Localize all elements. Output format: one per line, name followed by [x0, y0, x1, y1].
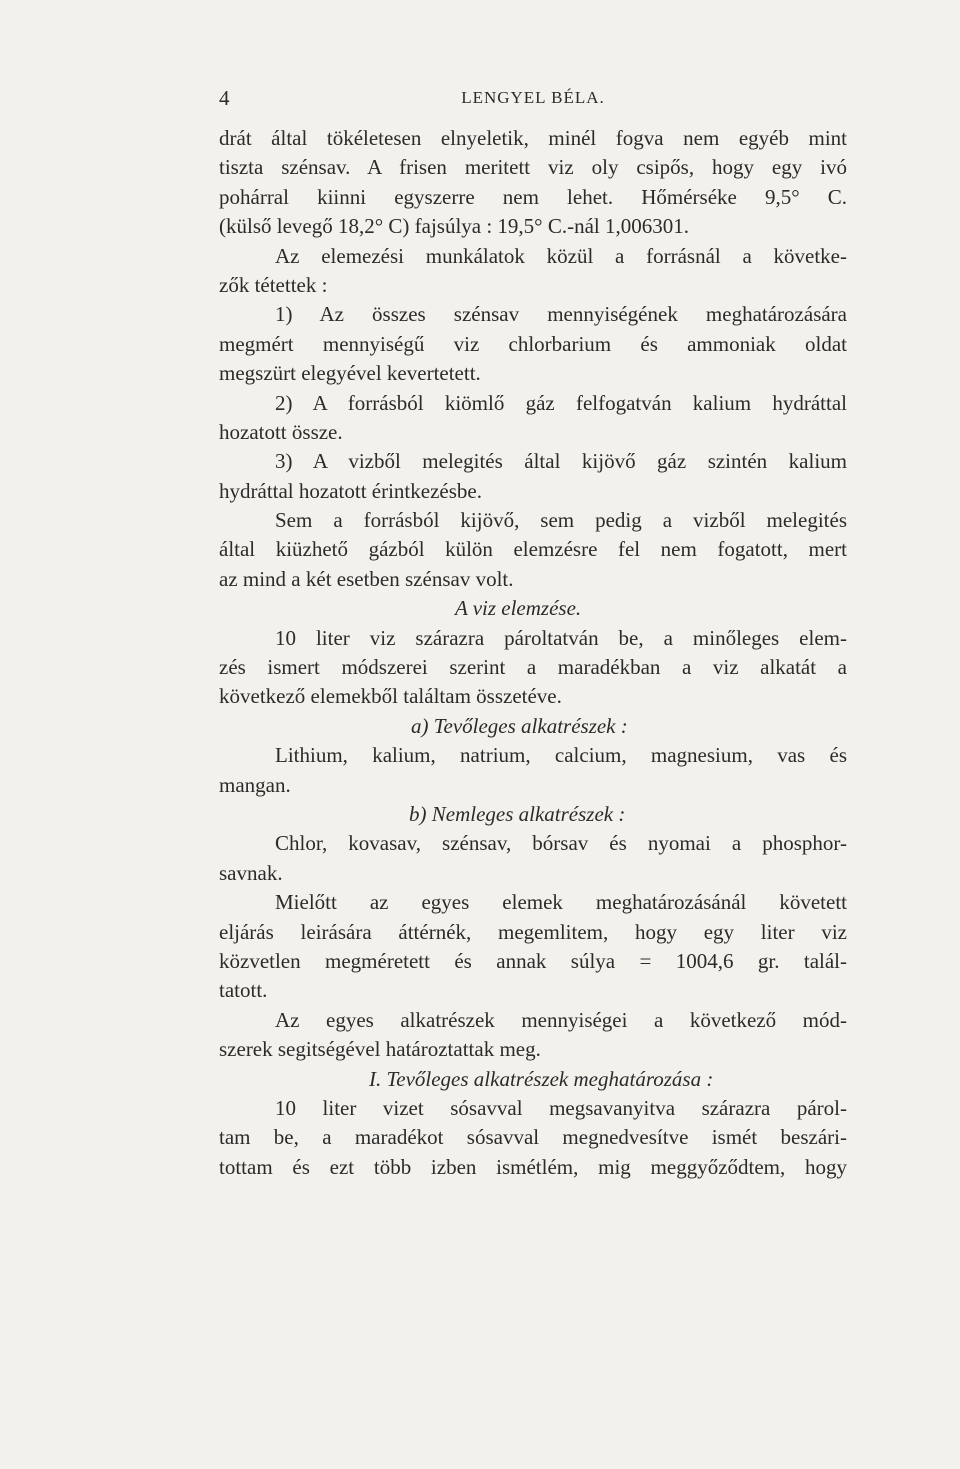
text-line: savnak. [219, 860, 283, 885]
text-line: Chlor, kovasav, szénsav, bórsav és nyomai a phosphor- [275, 831, 847, 856]
page-header [219, 86, 847, 116]
text-line: tam be, a maradékot sósavval megnedvesítve ismét beszári- [219, 1125, 847, 1150]
text-line: az mind a két esetben szénsav volt. [219, 566, 514, 591]
text-line: 10 liter viz szárazra pároltatván be, a minőleges elem- [275, 625, 847, 650]
body-text [219, 124, 847, 1182]
text-line: 2) A forrásból kiömlő gáz felfogatván kalium hydráttal [275, 390, 847, 415]
text-line: drát által tökéletesen elnyeletik, minél fogva nem egyéb mint [219, 126, 847, 150]
subheading-a: a) Tevőleges alkatrészek : [411, 713, 628, 738]
text-line: tatott. [219, 978, 268, 1003]
subheading-b: b) Nemleges alkatrészek : [409, 801, 626, 826]
text-line: 10 liter vizet sósavval megsavanyitva szárazra párol- [275, 1095, 847, 1120]
running-head: LENGYEL BÉLA. [461, 88, 605, 107]
section-heading: A viz elemzése. [455, 596, 582, 621]
text-line: Lithium, kalium, natrium, calcium, magnesium, vas és [275, 743, 847, 768]
text-line: zők tétettek : [219, 272, 328, 297]
text-line: szerek segitségével határoztattak meg. [219, 1037, 541, 1062]
text-line: hozatott össze. [219, 419, 343, 444]
text-line: tottam és ezt több izben ismétlém, mig meggyőződtem, hogy [219, 1154, 847, 1179]
text-line: eljárás leirására áttérnék, megemlitem, hogy egy liter viz [219, 919, 847, 944]
text-line: Az egyes alkatrészek mennyiségei a következő mód- [275, 1007, 847, 1032]
text-line: Mielőtt az egyes elemek meghatározásánál követett [275, 890, 847, 915]
text-line: megszürt elegyével kevertetett. [219, 361, 481, 386]
text-line: következő elemekből találtam összetéve. [219, 684, 562, 709]
text-line: által kiüzhető gázból külön elemzésre fel nem fogatott, mert [219, 537, 847, 562]
text-line: mangan. [219, 772, 291, 797]
subheading-i: I. Tevőleges alkatrészek meghatározása : [369, 1066, 714, 1091]
text-line: 1) Az összes szénsav mennyiségének meghatározására [275, 302, 847, 327]
text-line: Az elemezési munkálatok közül a forrásnál a követke- [275, 243, 847, 268]
text-line: pohárral kiinni egyszerre nem lehet. Hőmérséke 9,5° C. [219, 184, 847, 209]
page-number: 4 [219, 86, 230, 110]
text-line: 3) A vizből melegités által kijövő gáz szintén kalium [275, 449, 847, 474]
text-line: megmért mennyiségű viz chlorbarium és ammoniak oldat [219, 331, 847, 356]
text-line: Sem a forrásból kijövő, sem pedig a vizből melegités [275, 508, 847, 533]
text-line: tiszta szénsav. A frisen meritett viz oly csipős, hogy egy ivó [219, 155, 847, 180]
text-line: (külső levegő 18,2° C) fajsúlya : 19,5° C.-nál 1,006301. [219, 214, 689, 239]
text-line: közvetlen megméretett és annak súlya = 1004,6 gr. talál- [219, 948, 847, 973]
text-line: hydráttal hozatott érintkezésbe. [219, 478, 482, 503]
text-line: zés ismert módszerei szerint a maradékban a viz alkatát a [219, 655, 847, 680]
